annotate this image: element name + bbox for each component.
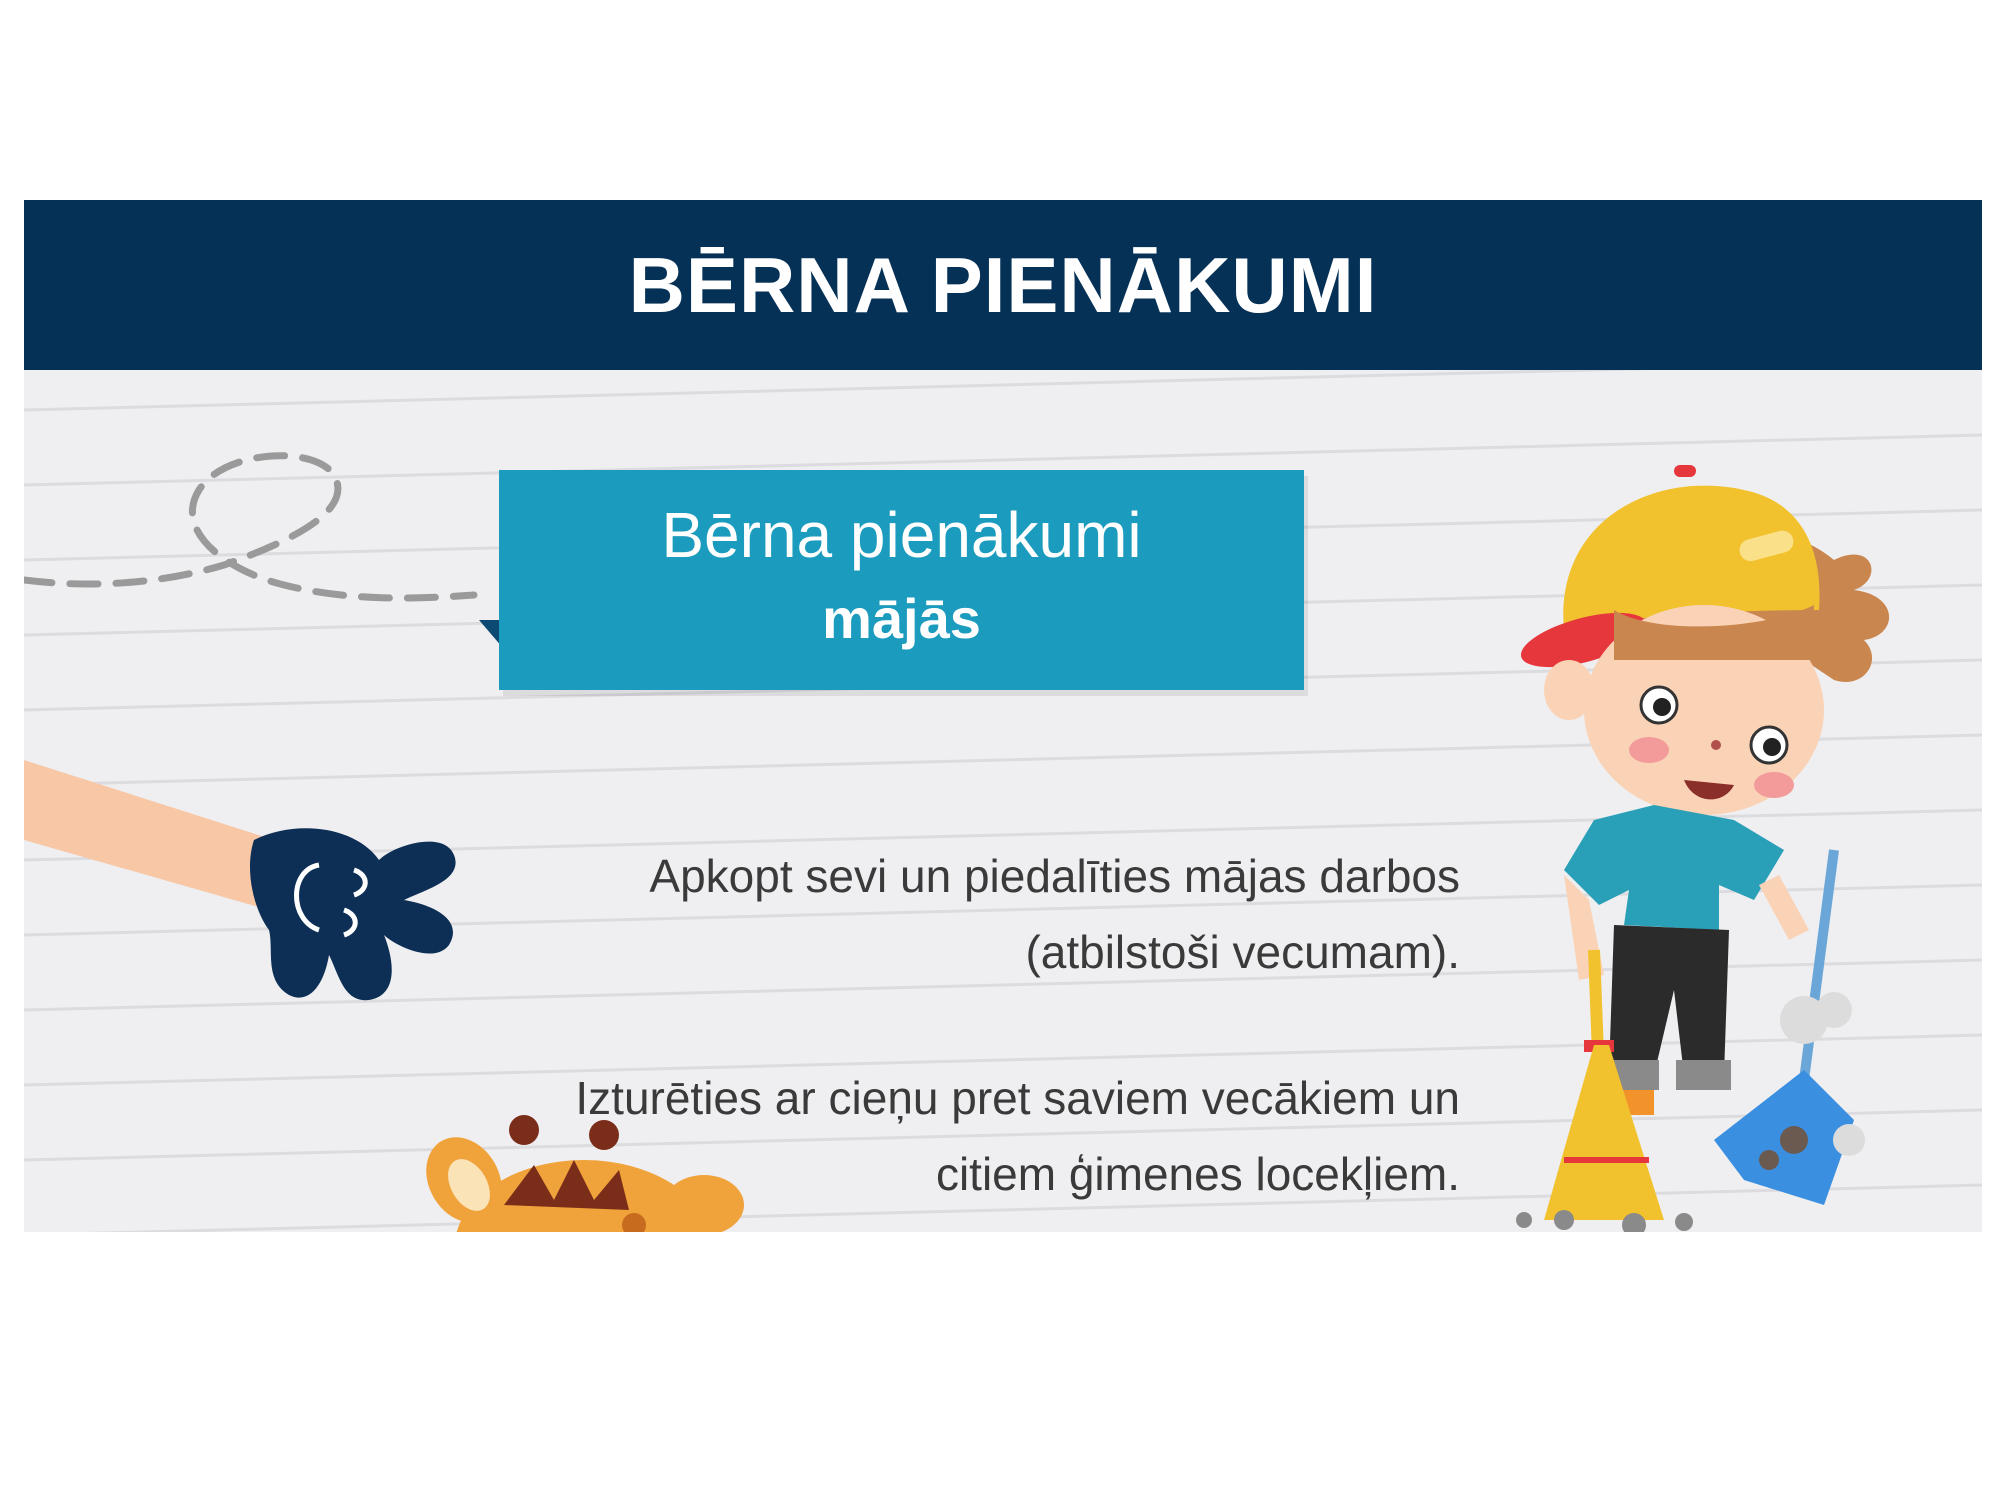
banner-title: Bērna pienākumi <box>661 499 1142 571</box>
section-banner <box>479 470 1304 694</box>
infographic-card <box>24 200 1982 1232</box>
duty-line: Apkopt sevi un piedalīties mājas darbos <box>649 850 1460 902</box>
duty-line: (atbilstoši vecumam). <box>1025 926 1460 978</box>
boy-sweeping-illustration <box>1504 460 1974 1232</box>
hand-print-icon <box>24 760 474 1010</box>
duty-line: Izturēties ar cieņu pret saviem vecākiem un <box>575 1072 1460 1124</box>
dashed-path-decoration <box>24 450 484 620</box>
duty-item <box>575 1060 1460 1212</box>
header-bar <box>24 200 1982 370</box>
banner-subtitle: mājās <box>822 587 981 650</box>
page-title: BĒRNA PIENĀKUMI <box>628 240 1378 329</box>
duty-line: citiem ģimenes locekļiem. <box>935 1148 1460 1200</box>
duty-item <box>649 838 1460 990</box>
